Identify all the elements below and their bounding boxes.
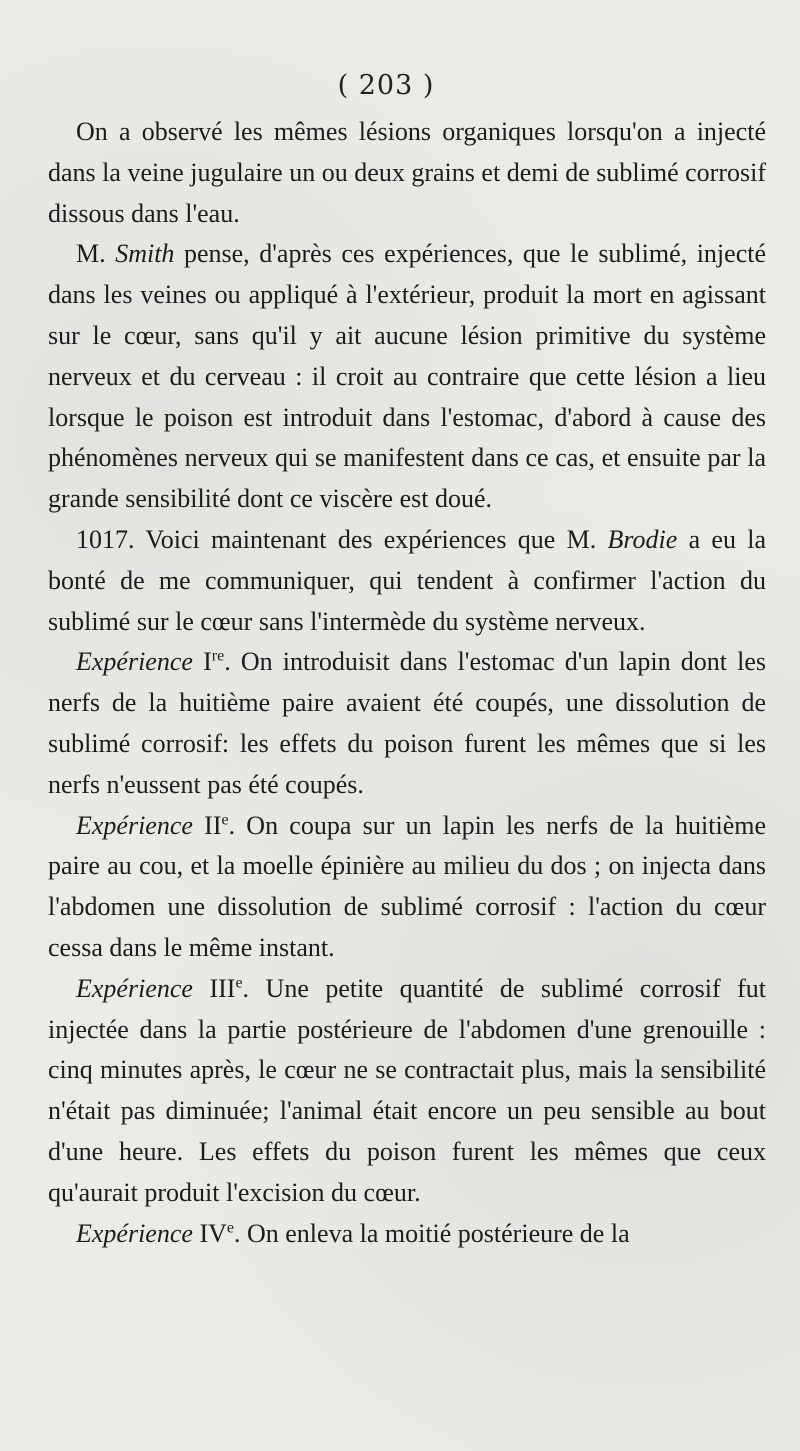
page-number: ( 203 )	[337, 70, 435, 101]
experience-ordinal: II	[204, 810, 222, 840]
author-name-brodie: Brodie	[607, 524, 678, 554]
paragraph-smith	[48, 234, 766, 520]
experience-ordinal: I	[203, 647, 212, 677]
paragraph-text: On a observé les mêmes lésions organiques lorsqu'on a injecté dans la veine jugulaire un ou deux grains et demi de sublimé corrosif dissous dans l'eau.	[48, 117, 766, 228]
author-name-smith: Smith	[115, 239, 175, 269]
experience-text: . On introduisit dans l'estomac d'un lapin dont les nerfs de la huitième paire avaient été coupés, une dissolution de sublimé corrosif: les effets du poison furent les mêmes que si les nerfs n'eussent pas été coupés.	[48, 647, 766, 799]
experience-4	[48, 1214, 766, 1255]
paragraph-text: pense, d'après ces expériences, que le sublimé, injecté dans les veines ou appliqué à l'extérieur, produit la mort en agissant sur le cœur, sans qu'il y ait aucune lésion primitive du système nerveux et du cerveau : il croit au contraire que cette lésion a lieu lorsque le poison est introduit dans l'estomac, d'abord à cause des phénomènes nerveux qui se manifestent dans ce cas, et ensuite par la grande sensibilité dont ce viscère est doué.	[48, 239, 766, 514]
experience-text: . On enleva la moitié postérieure de la	[233, 1218, 630, 1248]
experience-text: . Une petite quantité de sublimé corrosif fut injectée dans la partie postérieure de l'abdomen d'une grenouille : cinq minutes après, le cœur ne se contractait plus, mais la sensibilité n'était pas diminuée; l'animal était encore un peu sensible au bout d'une heure. Les effets du poison furent les mêmes que ceux qu'aurait produit l'excision du cœur.	[48, 973, 766, 1207]
paragraph-1017	[48, 520, 766, 642]
experience-label: Expérience	[76, 810, 193, 840]
experience-2	[48, 806, 766, 969]
ordinal-suffix: e	[226, 1218, 234, 1236]
experience-label: Expérience	[76, 973, 193, 1003]
body-text	[48, 112, 766, 1254]
paragraph-text: a eu la bonté de me communiquer, qui tendent à confirmer l'action du sublimé sur le cœur sans l'intermède du système nerveux.	[48, 524, 766, 636]
ordinal-suffix: e	[235, 974, 243, 992]
experience-ordinal: III	[209, 973, 236, 1003]
experience-text: . On coupa sur un lapin les nerfs de la huitième paire au cou, et la moelle épinière au milieu du dos ; on injecta dans l'abdomen une dissolution de sublimé corrosif : l'action du cœur cessa dans le même instant.	[48, 810, 766, 962]
ordinal-suffix: re	[211, 647, 225, 665]
experience-1	[48, 642, 766, 805]
ordinal-suffix: e	[221, 810, 229, 828]
experience-label: Expérience	[76, 647, 193, 677]
paragraph-prefix: M.	[76, 239, 116, 269]
experience-3	[48, 969, 766, 1214]
experience-ordinal: IV	[199, 1218, 227, 1248]
experience-label: Expérience	[76, 1218, 193, 1248]
paragraph-lesions	[48, 112, 766, 234]
paragraph-prefix: 1017. Voici maintenant des expériences que M.	[76, 524, 608, 554]
